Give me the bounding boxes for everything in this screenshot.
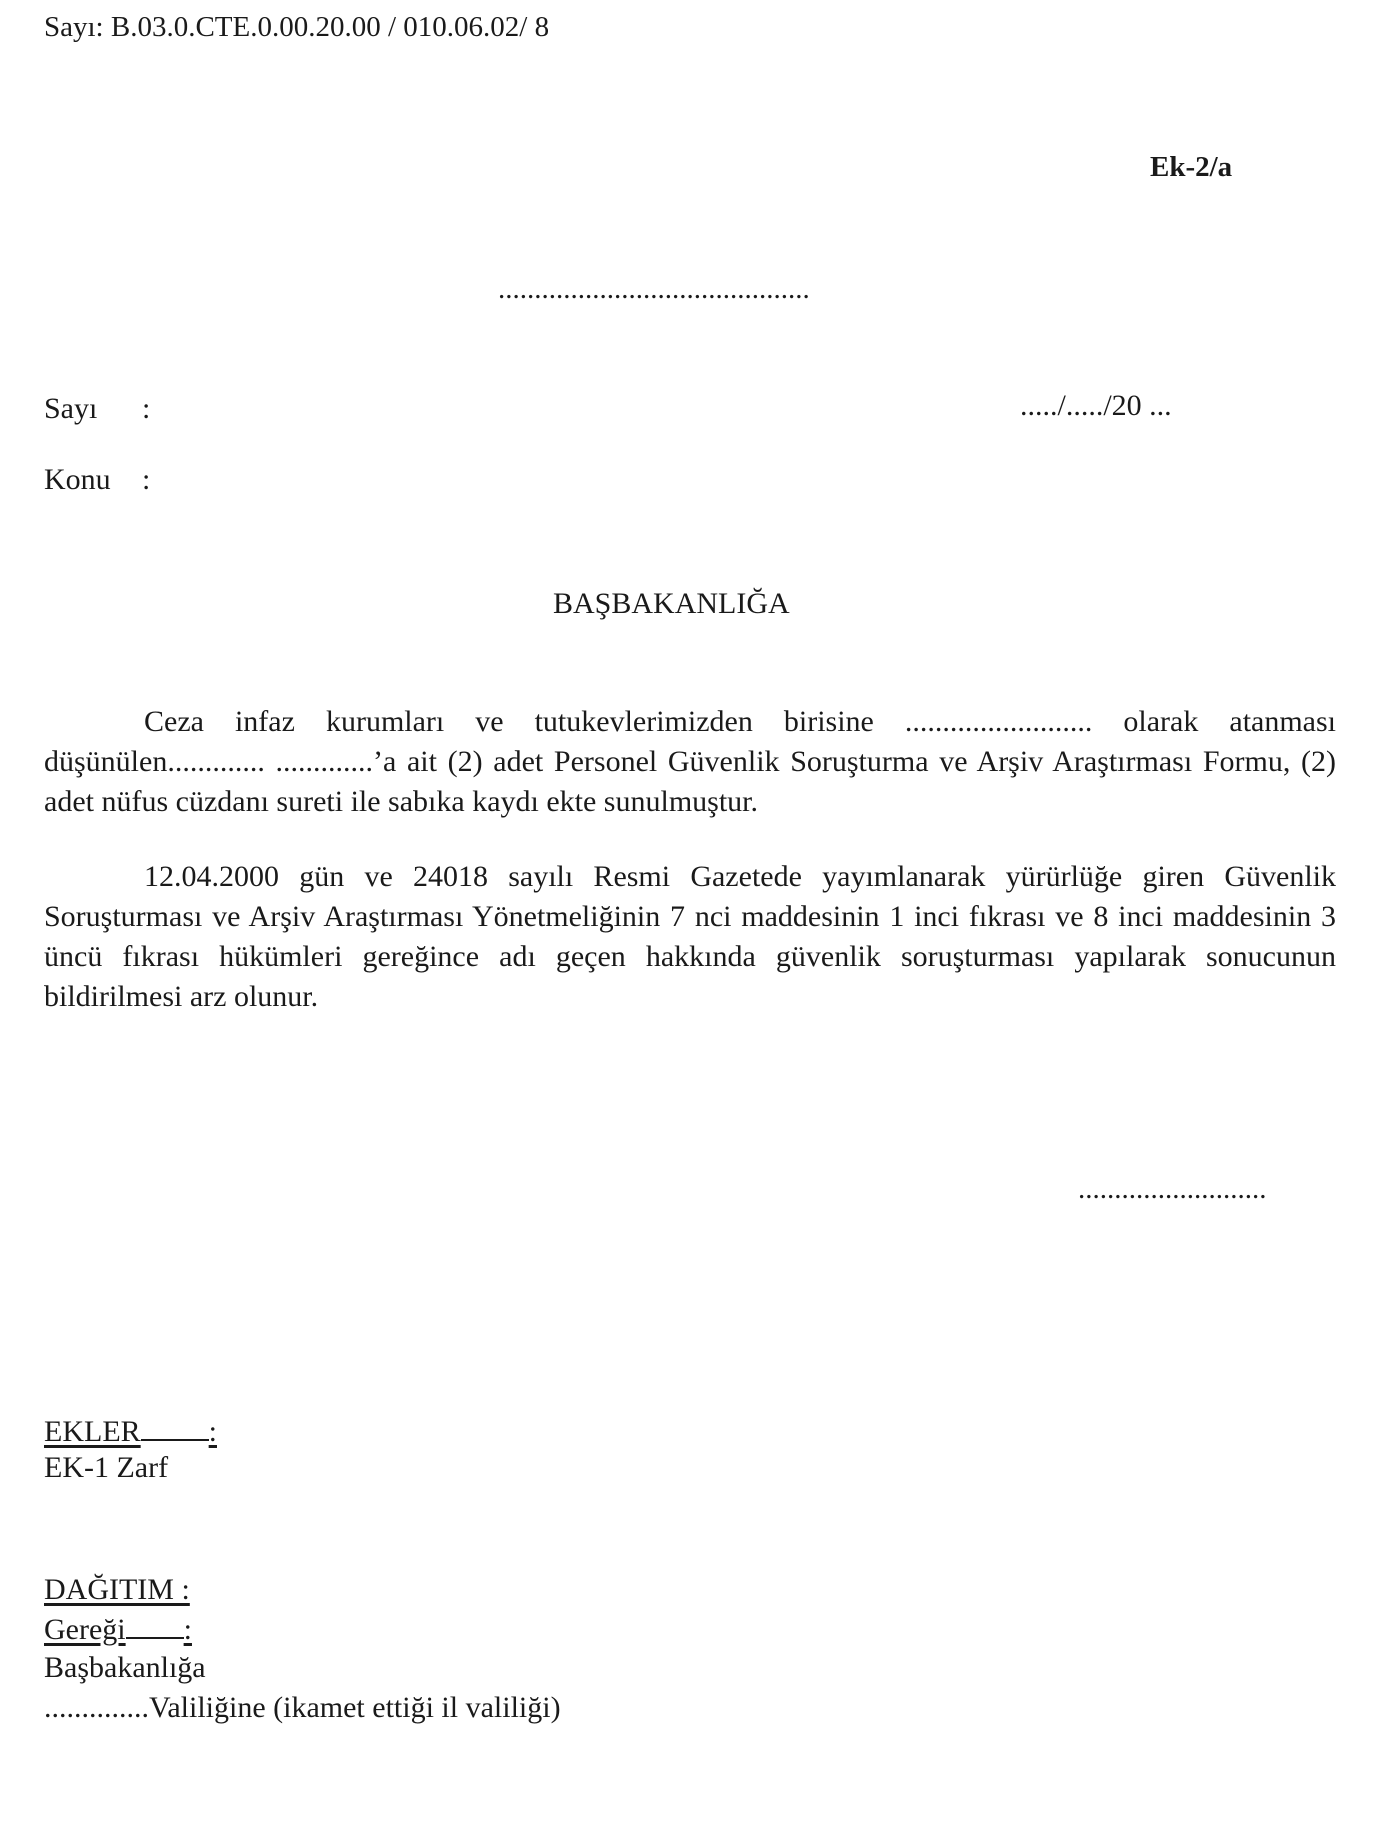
attachments-colon: :: [208, 1415, 217, 1448]
distribution-action-underline: [126, 1611, 184, 1639]
body-paragraph-1: [44, 702, 1336, 822]
distribution-action-label: Gereği: [44, 1613, 126, 1646]
attachments-label: EKLER: [44, 1415, 141, 1448]
reference-number: Sayı: B.03.0.CTE.0.00.20.00 / 010.06.02/ 8: [44, 11, 550, 43]
distribution-label: DAĞITIM :: [44, 1573, 190, 1606]
number-colon: :: [142, 392, 151, 425]
distribution-heading: [44, 1573, 190, 1607]
attachment-code: Ek-2/a: [1150, 151, 1233, 183]
attachments-heading: [44, 1413, 217, 1449]
body-paragraph-2: [44, 857, 1336, 1017]
subject-label: Konu: [44, 463, 111, 496]
distribution-recipient: Başbakanlığa: [44, 1651, 206, 1684]
paragraph-1-text: Ceza infaz kurumları ve tutukevlerimizden birisine ......................... olarak atanması düşünülen............. .............’a ait (2) adet Personel Güvenlik Soruşturma ve Arşiv Araştırması Formu, (2) adet nüfus cüzdanı sureti ile sabıka kaydı ekte sunulmuştur.: [44, 705, 1336, 818]
subject-colon: :: [142, 463, 151, 496]
attachment-item: EK-1 Zarf: [44, 1451, 169, 1484]
attachments-underline: [141, 1413, 209, 1441]
distribution-action-colon: :: [183, 1613, 192, 1646]
distribution-recipient: ..............Valiliğine (ikamet ettiği il valiliği): [44, 1691, 561, 1724]
date-placeholder: ...../...../20 ...: [1020, 389, 1172, 422]
distribution-action: [44, 1611, 192, 1647]
paragraph-2-text: 12.04.2000 gün ve 24018 sayılı Resmi Gazetede yayımlanarak yürürlüğe giren Güvenlik Soruşturması ve Arşiv Araştırması Yönetmeliğinin 7 nci maddesinin 1 inci fıkrası ve 8 inci maddesinin 3 üncü fıkrası hükümleri gereğince adı geçen hakkında güvenlik soruşturması yapılarak sonucunun bildirilmesi arz olunur.: [44, 860, 1336, 1013]
signature-placeholder: ..........................: [1078, 1173, 1267, 1205]
recipient-heading: BAŞBAKANLIĞA: [553, 587, 790, 620]
issuer-placeholder: ...........................................: [498, 273, 810, 305]
number-label: Sayı: [44, 392, 98, 425]
